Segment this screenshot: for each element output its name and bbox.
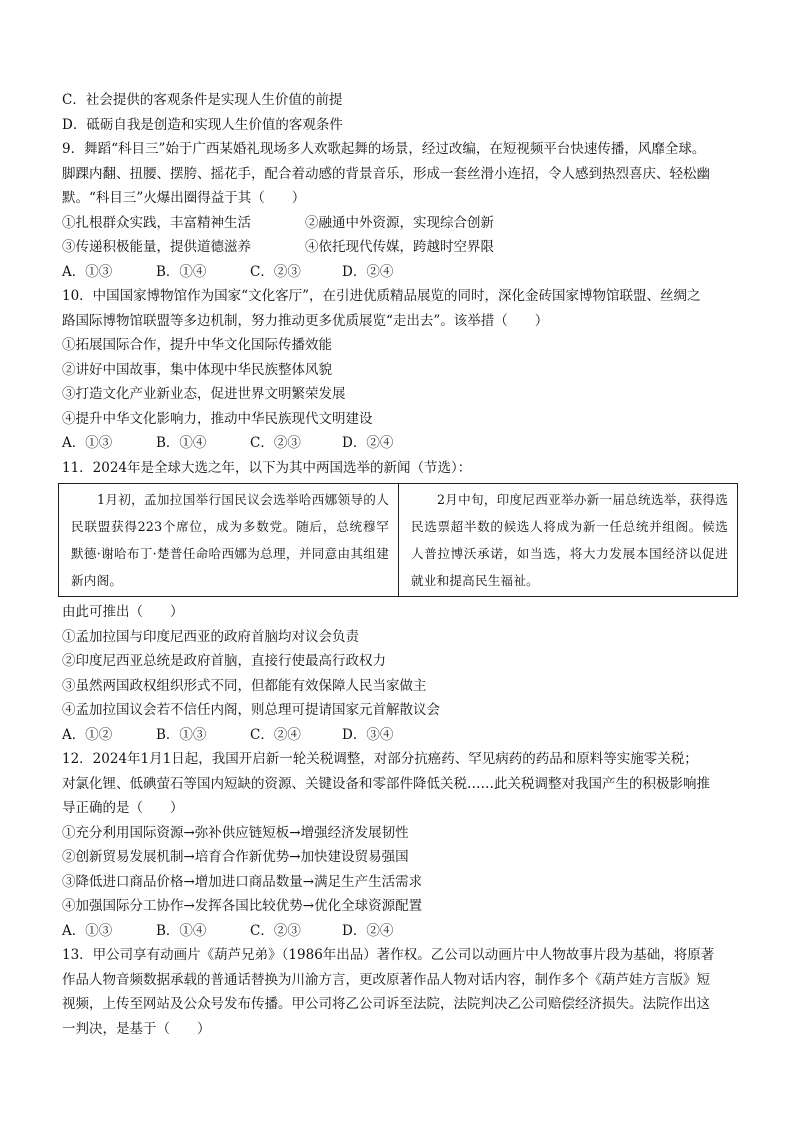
q12-item: ④加强国际分工协作→发挥各国比较优势→优化全球资源配置 — [62, 898, 423, 914]
q9-choice-a: A．①③ — [62, 263, 113, 280]
question-11 — [62, 456, 740, 748]
news-table — [58, 483, 738, 597]
q9-item: ①扎根群众实践，丰富精神生活 — [62, 214, 251, 231]
q11-choice-b: B．①③ — [156, 726, 207, 743]
q11-choice-a: A．①② — [62, 726, 113, 743]
q11-stem: 11．2024年是全球大选之年，以下为其中两国选举的新闻（节选）： — [62, 459, 472, 476]
question-10 — [62, 284, 740, 456]
q9-item: ④依托现代传媒，跨越时空界限 — [305, 239, 494, 255]
q12-choice-c: C．②③ — [250, 922, 301, 939]
q9-items-row — [62, 211, 740, 236]
page-content — [62, 88, 740, 1041]
q11-answer-choices — [62, 723, 740, 748]
q12-choice-d: D．②④ — [342, 922, 394, 939]
q11-choice-c: C．②④ — [250, 726, 301, 743]
q11-item: ①孟加拉国与印度尼西亚的政府首脑均对议会负责 — [62, 628, 359, 645]
news-bangladesh — [59, 484, 398, 596]
q8-option-c: C．社会提供的客观条件是实现人生价值的前提 — [62, 92, 343, 108]
question-9 — [62, 137, 740, 284]
q12-stem-line: 12．2024年1月1日起，我国开启新一轮关税调整，对部分抗癌药、罕见病药的药品和原料等实施零关税； — [62, 751, 698, 767]
q9-choice-d: D．②④ — [342, 263, 394, 280]
q10-choice-d: D．②④ — [342, 435, 394, 451]
q10-answer-choices — [62, 431, 740, 456]
q9-items-row — [62, 235, 740, 260]
q10-item: ②讲好中国故事，集中体现中华民族整体风貌 — [62, 361, 332, 378]
q12-stem-line: 对氯化锂、低碘萤石等国内短缺的资源、关键设备和零部件降低关税……此关税调整对我国产生的积极影响推 — [62, 775, 710, 792]
q13-stem-line: 视频，上传至网站及公众号发布传播。甲公司将乙公司诉至法院，法院判决乙公司赔偿经济损失。法院作出这 — [62, 996, 710, 1012]
q9-stem-line: 脚踝内翻、扭腰、摆胯、摇花手，配合着动感的背景音乐，形成一套丝滑小连招，令人感到热烈喜庆、轻松幽 — [62, 165, 710, 182]
q9-stem-line: 默。“科目三”火爆出圈得益于其（ ） — [62, 190, 306, 206]
news-bangladesh-text: 1月初，孟加拉国举行国民议会选举哈西娜领导的人民联盟获得223个席位，成为多数党。随后，总统穆罕默德·谢哈布丁·楚普任命哈西娜为总理，并同意由其组建新内阁。 — [71, 492, 389, 588]
q9-answer-choices — [62, 260, 740, 285]
q12-answer-choices — [62, 919, 740, 944]
q12-item: ②创新贸易发展机制→培育合作新优势→加快建设贸易强国 — [62, 849, 409, 865]
q10-item: ④提升中华文化影响力，推动中华民族现代文明建设 — [62, 410, 373, 427]
q13-stem-line: 13．甲公司享有动画片《葫芦兄弟》（1986年出品）著作权。乙公司以动画片中人物故事片段为基础，将原著 — [62, 947, 715, 963]
q11-item: ③虽然两国政权组织形式不同，但都能有效保障人民当家做主 — [62, 677, 427, 694]
q11-lead: 由此可推出（ ） — [62, 604, 184, 620]
q10-stem-line: 路国际博物馆联盟等多边机制，努力推动更多优质展览“走出去”。该举措（ ） — [62, 312, 549, 329]
q9-choice-c: C．②③ — [250, 263, 301, 280]
q10-item: ①拓展国际合作，提升中华文化国际传播效能 — [62, 337, 332, 353]
q11-item: ②印度尼西亚总统是政府首脑，直接行使最高行政权力 — [62, 653, 386, 669]
news-indonesia-text: 2月中旬，印度尼西亚举办新一届总统选举，获得选民选票超半数的候选人将成为新一任总统并组阁。候选人普拉博沃承诺，如当选，将大力发展本国经济以促进就业和提高民生福祉。 — [411, 492, 728, 588]
q9-item: ③传递积极能量，提供道德滋养 — [62, 239, 251, 255]
q10-stem-line: 10．中国国家博物馆作为国家“文化客厅”，在引进优质精品展览的同时，深化金砖国家博物馆联盟、丝绸之 — [62, 288, 701, 304]
question-13 — [62, 943, 740, 1041]
q12-stem-line: 导正确的是（ ） — [62, 800, 184, 816]
q13-stem-line: 一判决，是基于（ ） — [62, 1020, 211, 1037]
q8-option-d: D．砥砺自我是创造和实现人生价值的客观条件 — [62, 116, 343, 133]
q9-choice-b: B．①④ — [156, 263, 207, 280]
news-indonesia — [398, 484, 737, 596]
q9-item: ②融通中外资源，实现综合创新 — [305, 214, 494, 231]
question-12 — [62, 747, 740, 943]
q10-choice-c: C．②③ — [250, 435, 301, 451]
q11-choice-d: D．③④ — [342, 726, 394, 743]
q10-choice-b: B．①④ — [156, 435, 207, 451]
q9-stem-line: 9．舞蹈“科目三”始于广西某婚礼现场多人欢歌起舞的场景，经过改编，在短视频平台快速传播，风靡全球。 — [62, 141, 706, 157]
q12-choice-b: B．①④ — [156, 922, 207, 939]
q13-stem-line: 作品人物音频数据承载的普通话替换为川渝方言，更改原著作品人物对话内容，制作多个《葫芦娃方言版》短 — [62, 971, 710, 988]
q11-item: ④孟加拉国议会若不信任内阁，则总理可提请国家元首解散议会 — [62, 702, 440, 718]
q10-item: ③打造文化产业新业态，促进世界文明繁荣发展 — [62, 386, 346, 402]
q12-item: ③降低进口商品价格→增加进口商品数量→满足生产生活需求 — [62, 873, 423, 890]
q12-item: ①充分利用国际资源→弥补供应链短板→增强经济发展韧性 — [62, 824, 409, 841]
q10-choice-a: A．①③ — [62, 435, 113, 451]
q12-choice-a: A．①③ — [62, 922, 113, 939]
